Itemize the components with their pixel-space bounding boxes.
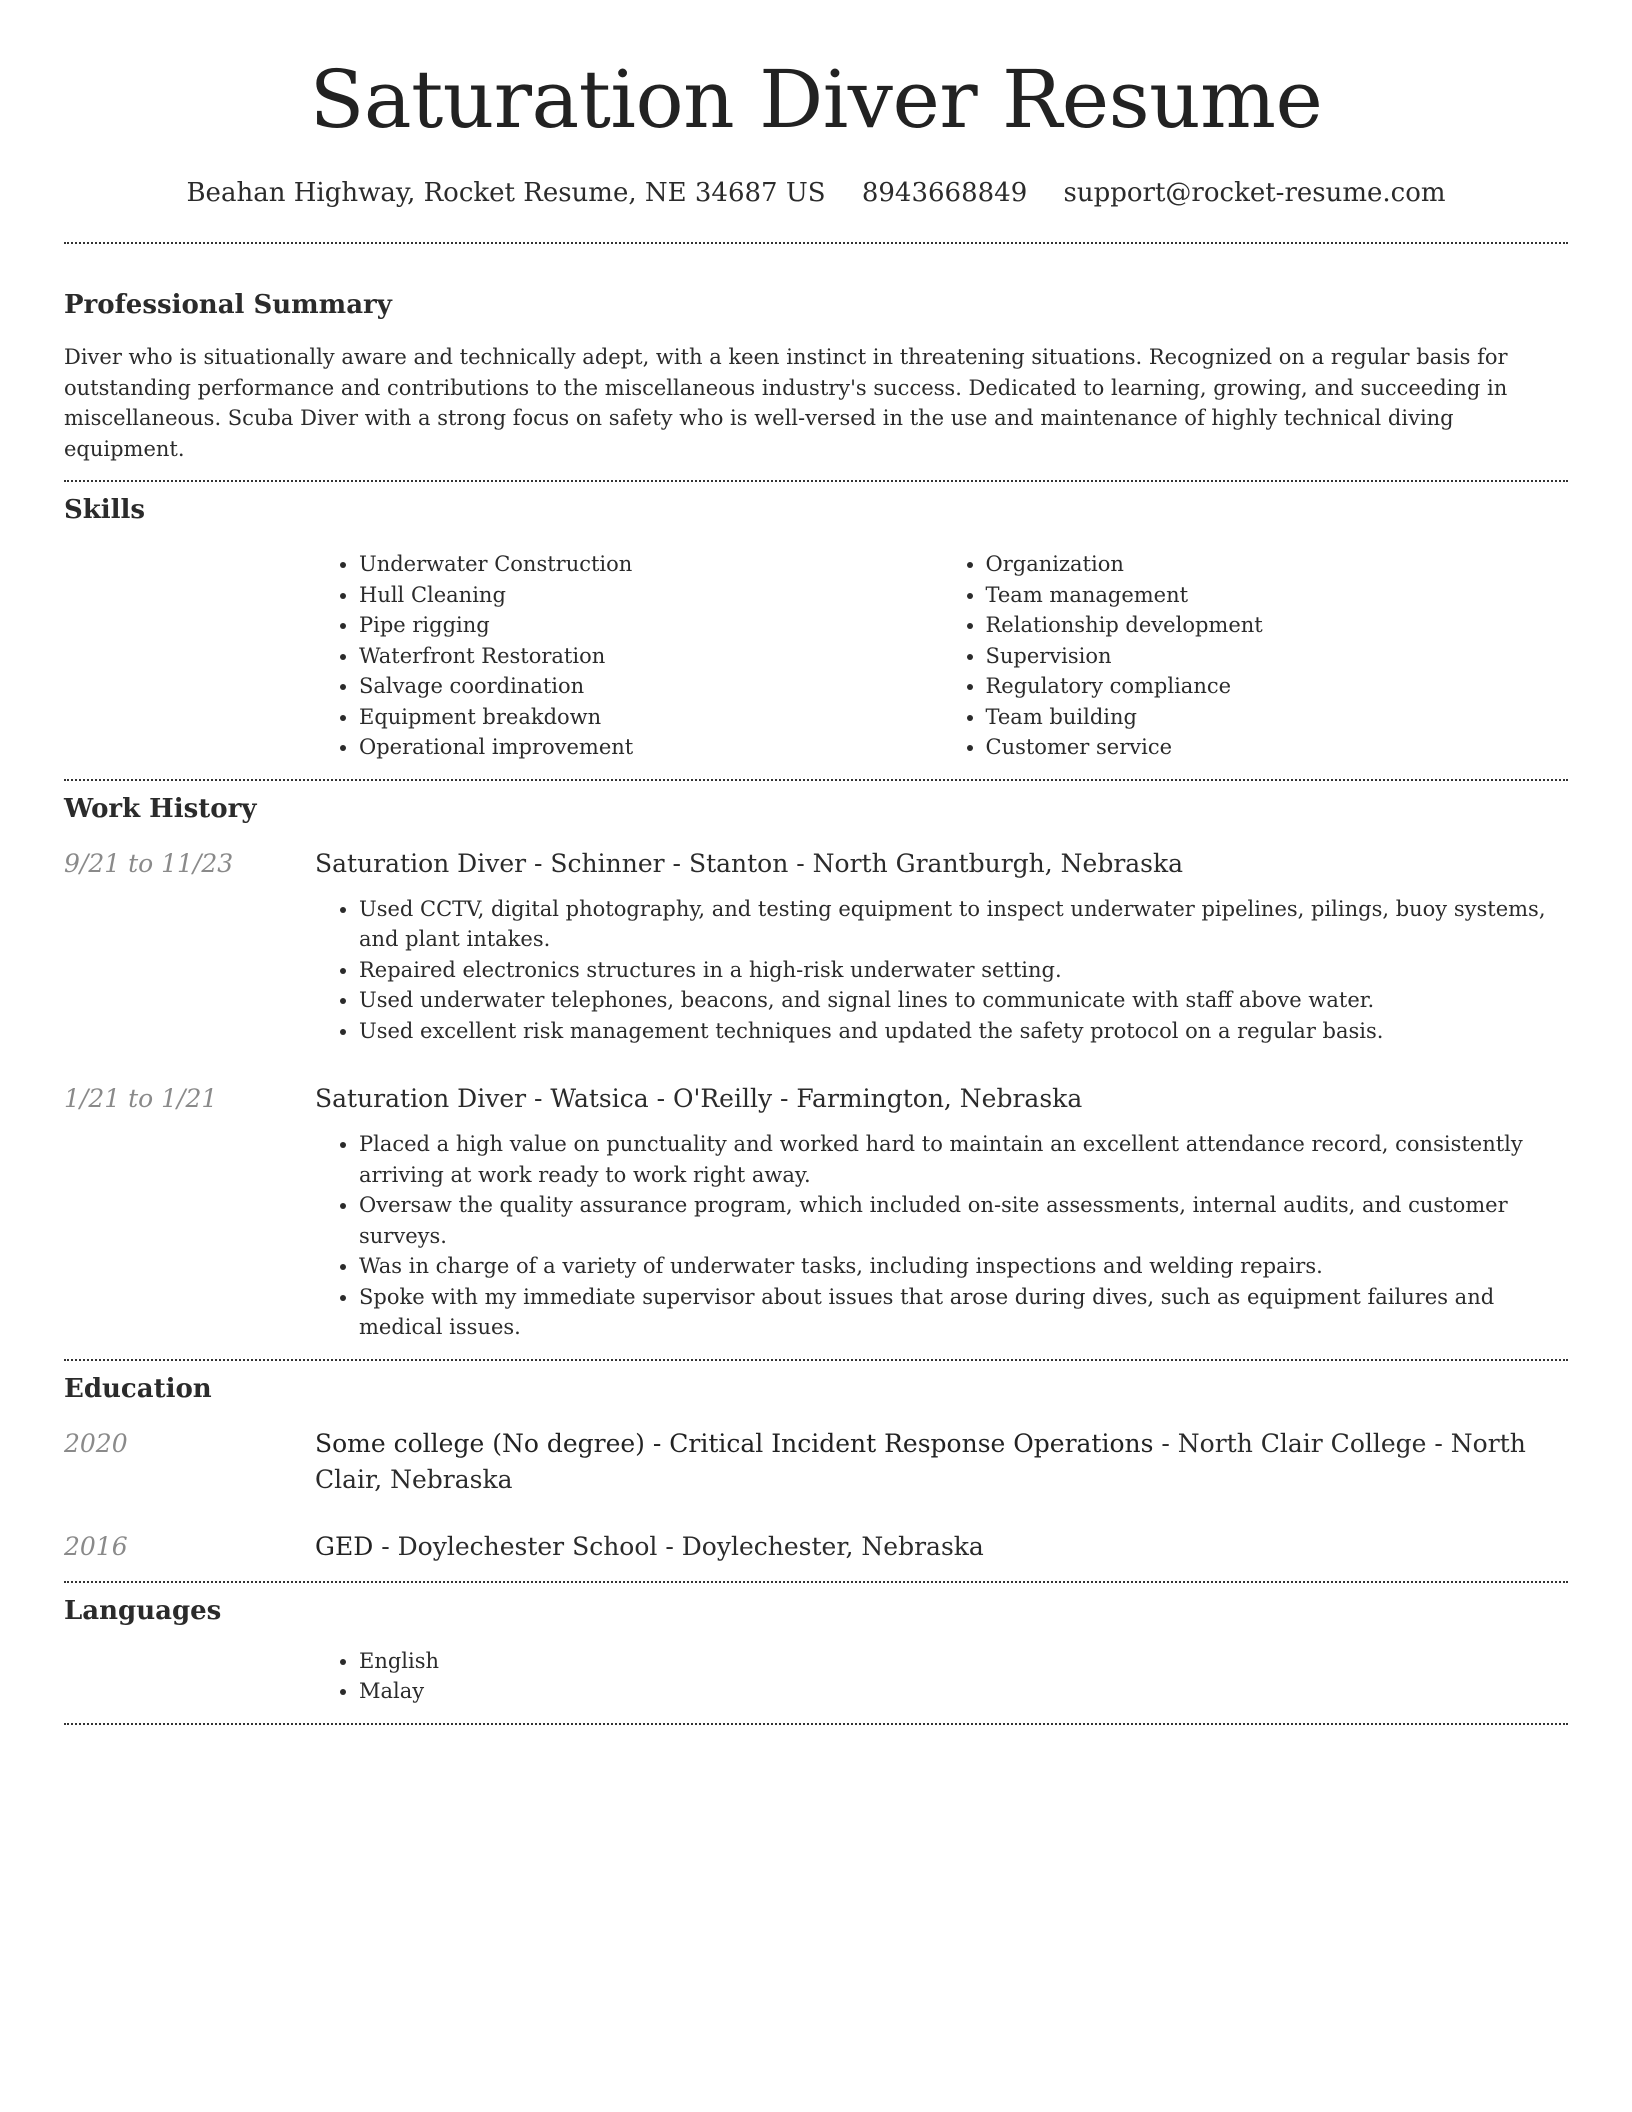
job-entry bbox=[64, 846, 1568, 1047]
languages-list bbox=[315, 1646, 1568, 1707]
skill-item: • Operational improvement bbox=[359, 732, 942, 763]
resume-title: Saturation Diver Resume bbox=[309, 53, 1323, 146]
skill-item: • Salvage coordination bbox=[359, 671, 942, 702]
job-bullets bbox=[315, 1129, 1568, 1343]
skills-list-right bbox=[942, 549, 1569, 763]
divider bbox=[64, 779, 1568, 781]
education-school: - North Clair College - North Clair, Nebraska bbox=[315, 1428, 1526, 1494]
summary-heading: Professional Summary bbox=[64, 290, 392, 320]
skills-heading: Skills bbox=[64, 495, 146, 525]
skill-item: • Waterfront Restoration bbox=[359, 641, 942, 672]
skills-list-left bbox=[315, 549, 942, 763]
skills-section bbox=[64, 493, 1568, 763]
skills-columns bbox=[315, 549, 1568, 763]
skill-item: • Relationship development bbox=[986, 610, 1569, 641]
job-bullet: • Used CCTV, digital photography, and testing equipment to inspect underwater pipelines, pilings, buoy systems, and plant intakes. bbox=[359, 894, 1568, 955]
languages-heading: Languages bbox=[64, 1595, 222, 1626]
job-bullet: • Spoke with my immediate supervisor about issues that arose during dives, such as equipment failures and medical issues. bbox=[359, 1282, 1568, 1343]
skill-item: • Supervision bbox=[986, 641, 1569, 672]
job-entry bbox=[64, 1081, 1568, 1343]
divider bbox=[64, 242, 1568, 244]
job-bullets bbox=[315, 894, 1568, 1047]
divider bbox=[64, 1581, 1568, 1583]
education-year: 2016 bbox=[64, 1531, 128, 1561]
job-dates: 1/21 to 1/21 bbox=[64, 1084, 218, 1113]
skill-item: • Regulatory compliance bbox=[986, 671, 1569, 702]
divider bbox=[64, 1359, 1568, 1361]
education-entry bbox=[64, 1426, 1568, 1498]
job-bullet: • Used underwater telephones, beacons, and signal lines to communicate with staff above water. bbox=[359, 985, 1568, 1016]
job-bullet: • Repaired electronics structures in a high-risk underwater setting. bbox=[359, 955, 1568, 986]
education-school: - Doylechester School - Doylechester, Nebraska bbox=[373, 1531, 984, 1561]
work-heading: Work History bbox=[64, 793, 257, 824]
skill-item: • Hull Cleaning bbox=[359, 580, 942, 611]
summary-section bbox=[64, 288, 1568, 464]
skill-item: • Equipment breakdown bbox=[359, 702, 942, 733]
education-details bbox=[315, 1426, 1568, 1498]
skill-item: • Team building bbox=[986, 702, 1569, 733]
education-section bbox=[64, 1372, 1568, 1565]
contact-email: support@rocket-resume.com bbox=[1063, 178, 1446, 208]
education-entry bbox=[64, 1529, 1568, 1565]
job-header bbox=[64, 846, 1568, 882]
job-bullet: • Was in charge of a variety of underwater tasks, including inspections and welding repairs. bbox=[359, 1251, 1568, 1282]
languages-section bbox=[64, 1594, 1568, 1707]
job-bullet: • Oversaw the quality assurance program, which included on-site assessments, internal audits, and customer surveys. bbox=[359, 1190, 1568, 1251]
education-details bbox=[315, 1529, 1568, 1565]
education-degree: Some college (No degree) - Critical Incident Response Operations bbox=[315, 1428, 1154, 1458]
work-section bbox=[64, 792, 1568, 1343]
divider bbox=[64, 480, 1568, 482]
contact-line bbox=[64, 176, 1568, 210]
skill-item: • Organization bbox=[986, 549, 1569, 580]
summary-text: Diver who is situationally aware and technically adept, with a keen instinct in threatening situations. Recognized on a regular basis for outstanding performance and contributions to the miscellaneous industry's success. Dedicated to learning, growing, and succeeding in miscellaneous. Scuba Diver with a strong focus on safety who is well-versed in the use and maintenance of highly technical diving equipment. bbox=[64, 345, 1508, 461]
contact-phone: 8943668849 bbox=[861, 178, 1028, 208]
job-dates: 9/21 to 11/23 bbox=[64, 848, 234, 878]
education-heading: Education bbox=[64, 1373, 212, 1404]
education-degree: GED bbox=[315, 1531, 374, 1561]
skill-item: • Underwater Construction bbox=[359, 549, 942, 580]
skill-item: • Customer service bbox=[986, 732, 1569, 763]
contact-address: Beahan Highway, Rocket Resume, NE 34687 US bbox=[186, 178, 826, 208]
job-bullet: • Used excellent risk management techniques and updated the safety protocol on a regular basis. bbox=[359, 1016, 1568, 1047]
job-header bbox=[64, 1081, 1568, 1117]
skill-item: • Team management bbox=[986, 580, 1569, 611]
skill-item: • Pipe rigging bbox=[359, 610, 942, 641]
education-year: 2020 bbox=[64, 1428, 128, 1458]
language-item: • English bbox=[359, 1646, 1568, 1677]
language-item: • Malay bbox=[359, 1676, 1568, 1707]
job-title: Saturation Diver - Watsica - O'Reilly - Farmington, Nebraska bbox=[315, 1084, 1083, 1113]
job-bullet: • Placed a high value on punctuality and worked hard to maintain an excellent attendance record, consistently arriving at work ready to work right away. bbox=[359, 1129, 1568, 1190]
divider bbox=[64, 1723, 1568, 1725]
job-title: Saturation Diver - Schinner - Stanton - North Grantburgh, Nebraska bbox=[315, 848, 1184, 878]
